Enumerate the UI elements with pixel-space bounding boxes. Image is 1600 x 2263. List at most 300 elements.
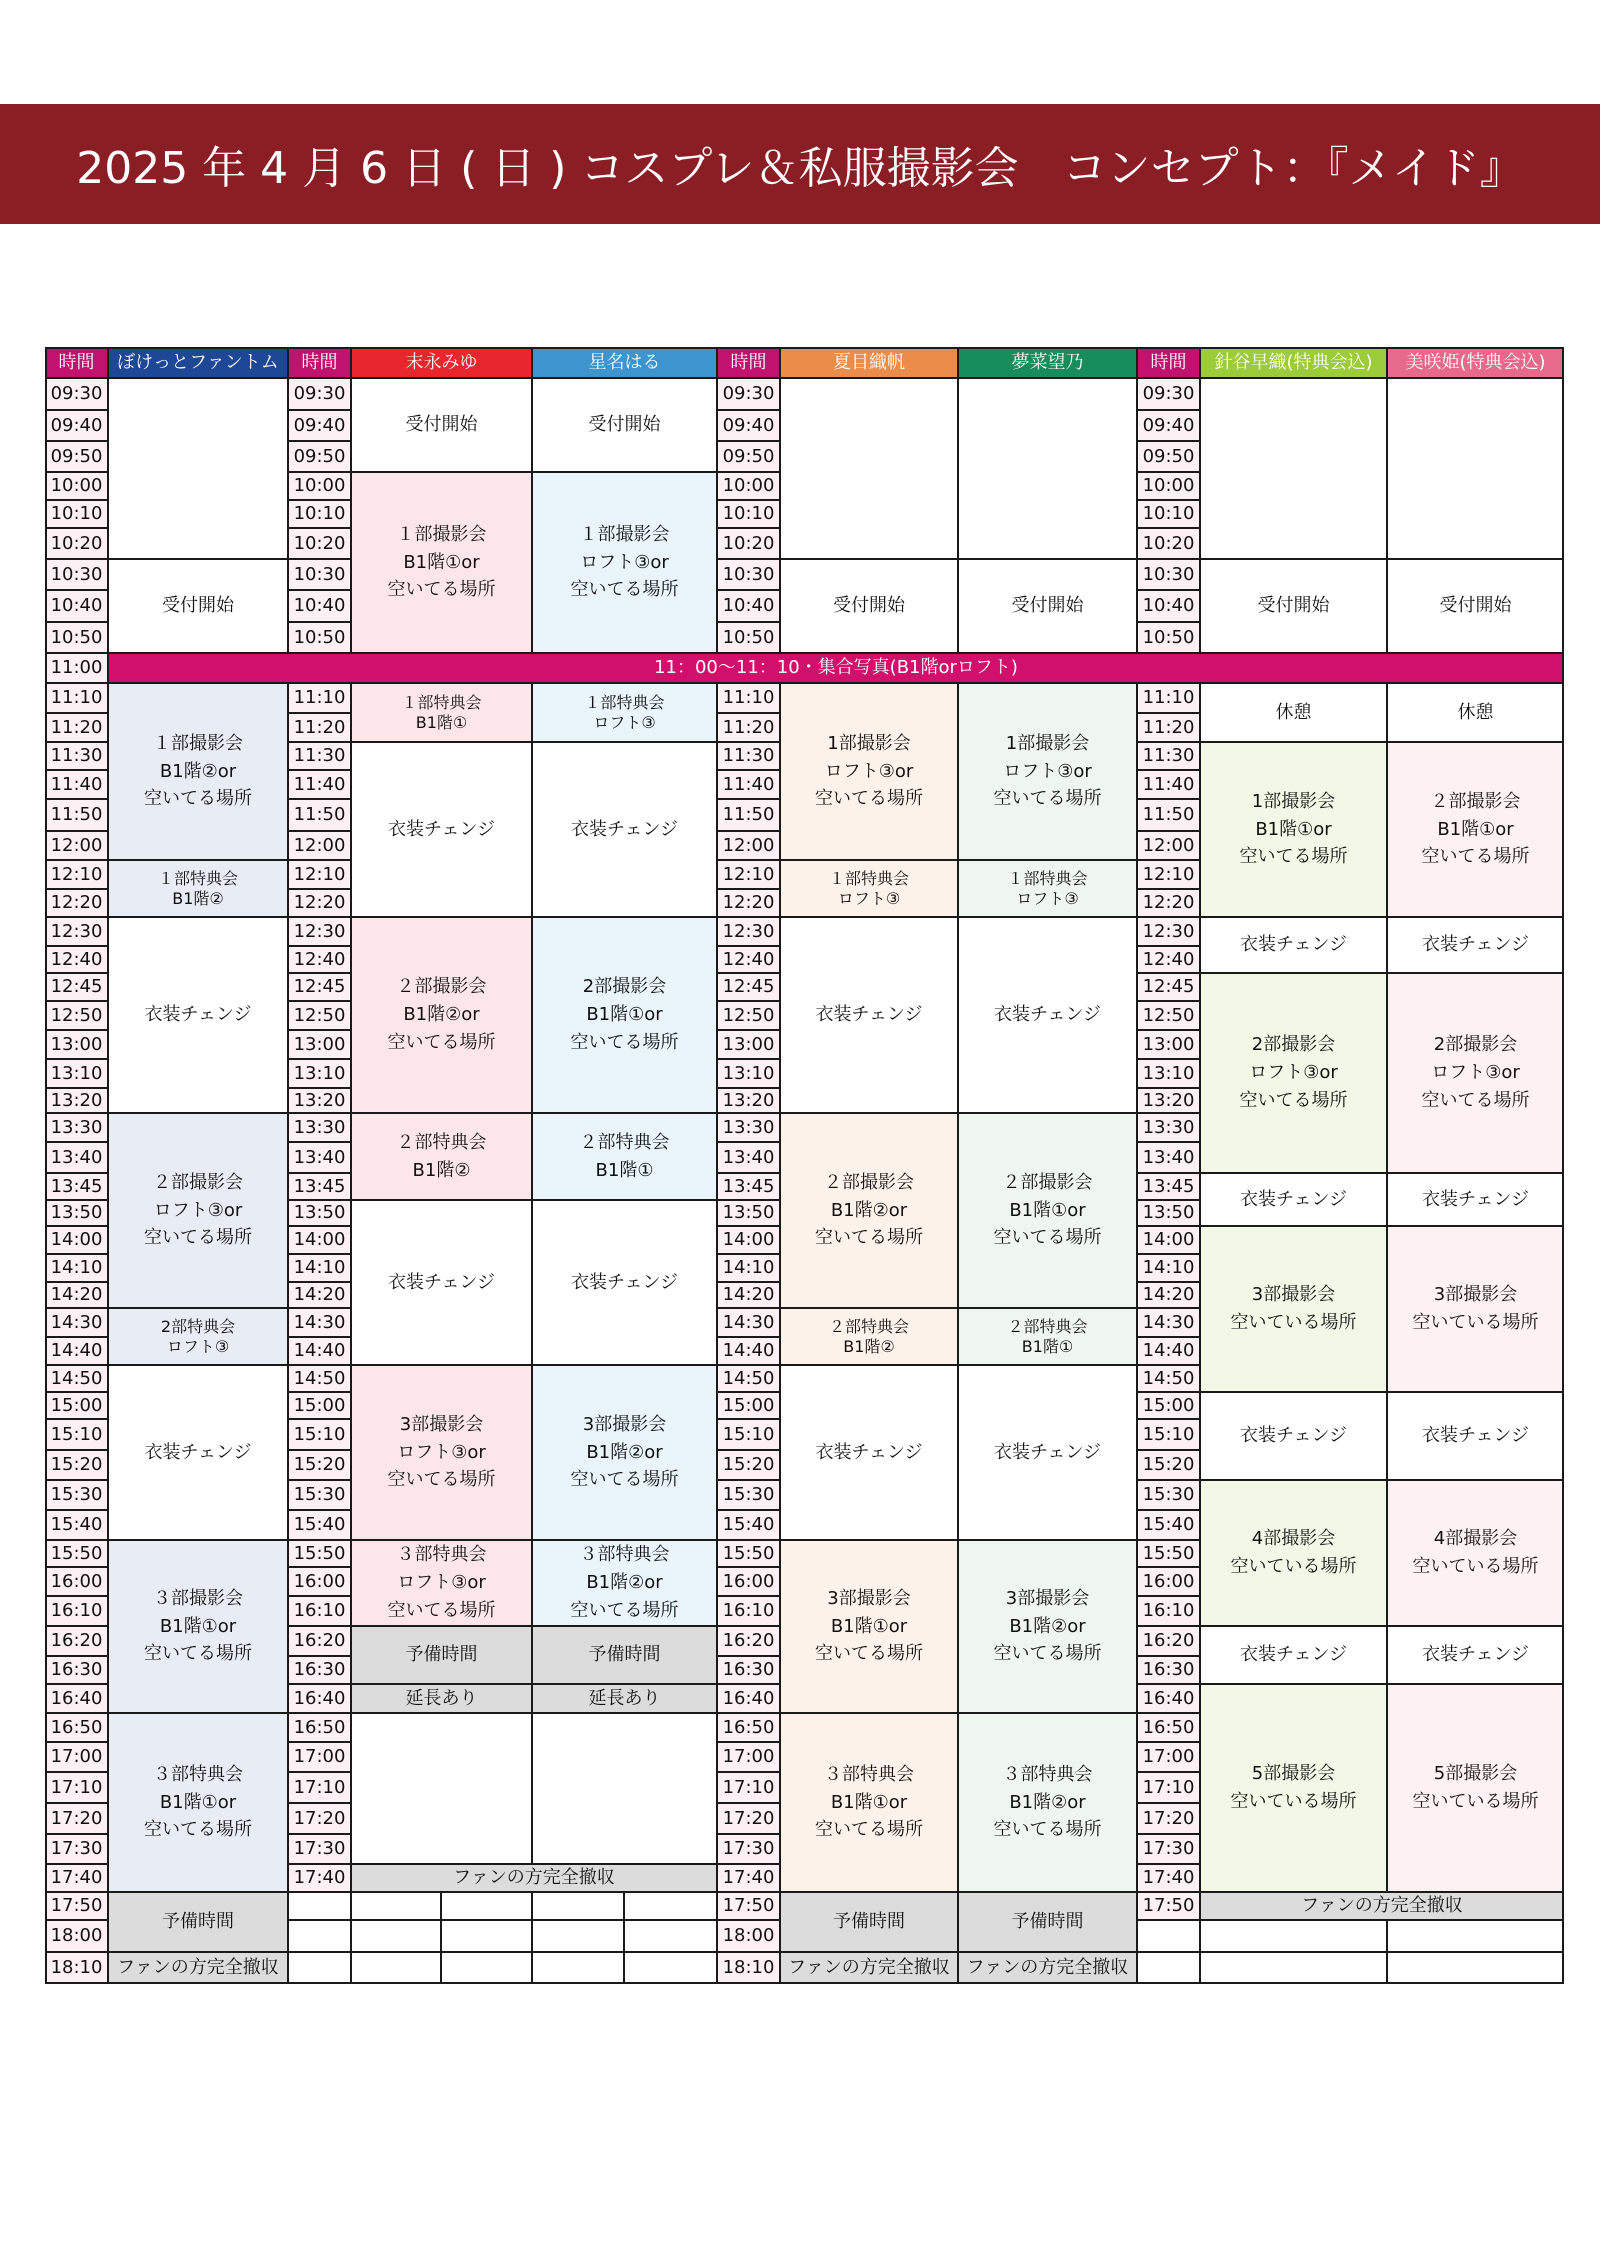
time-slot: 17:20 bbox=[45, 1803, 108, 1834]
time-slot: 13:45 bbox=[288, 1173, 351, 1200]
time-slot: 15:00 bbox=[45, 1392, 108, 1419]
time-slot: 10:40 bbox=[717, 590, 780, 622]
time-slot: 13:00 bbox=[288, 1030, 351, 1059]
time-slot: 11:50 bbox=[288, 799, 351, 831]
schedule-block: 衣装チェンジ bbox=[1200, 1173, 1387, 1226]
time-slot: 11:30 bbox=[288, 742, 351, 770]
time-slot: 14:10 bbox=[288, 1254, 351, 1282]
schedule-block: 衣装チェンジ bbox=[108, 917, 288, 1113]
talent-header: ぼけっとファントム bbox=[108, 347, 288, 378]
time-slot: 13:20 bbox=[288, 1088, 351, 1113]
schedule-block: 衣装チェンジ bbox=[958, 1365, 1137, 1540]
time-slot bbox=[288, 1920, 351, 1952]
time-slot: 14:50 bbox=[288, 1365, 351, 1392]
time-slot: 18:10 bbox=[717, 1952, 780, 1983]
time-slot: 15:50 bbox=[288, 1540, 351, 1567]
time-slot: 14:40 bbox=[717, 1337, 780, 1365]
time-slot: 14:00 bbox=[1137, 1226, 1200, 1254]
time-slot: 15:40 bbox=[717, 1510, 780, 1540]
time-slot: 16:00 bbox=[717, 1567, 780, 1596]
time-slot: 16:20 bbox=[45, 1626, 108, 1656]
time-slot: 18:00 bbox=[717, 1920, 780, 1952]
time-slot: 15:50 bbox=[45, 1540, 108, 1567]
time-slot: 11:30 bbox=[717, 742, 780, 770]
time-slot: 12:45 bbox=[1137, 973, 1200, 1001]
time-slot: 10:00 bbox=[45, 472, 108, 500]
time-slot: 10:10 bbox=[45, 500, 108, 528]
time-slot: 16:30 bbox=[1137, 1656, 1200, 1684]
time-slot: 17:50 bbox=[45, 1892, 108, 1920]
time-slot: 13:10 bbox=[288, 1059, 351, 1088]
schedule-block: 衣装チェンジ bbox=[1200, 917, 1387, 973]
time-slot: 12:20 bbox=[288, 889, 351, 917]
time-slot: 10:30 bbox=[288, 559, 351, 590]
time-slot: 15:10 bbox=[45, 1419, 108, 1450]
empty-grid-cell bbox=[441, 1920, 532, 1952]
empty-block bbox=[780, 378, 958, 559]
time-slot: 17:10 bbox=[1137, 1772, 1200, 1803]
time-slot: 11:20 bbox=[288, 713, 351, 742]
time-slot: 13:20 bbox=[45, 1088, 108, 1113]
schedule-block: 4部撮影会 空いている場所 bbox=[1200, 1480, 1387, 1626]
empty-grid-cell bbox=[624, 1952, 717, 1983]
schedule-block: 3部撮影会 ロフト③or 空いてる場所 bbox=[351, 1365, 532, 1540]
time-slot: 13:00 bbox=[45, 1030, 108, 1059]
schedule-block: 衣装チェンジ bbox=[1387, 1626, 1564, 1684]
time-slot: 13:50 bbox=[288, 1200, 351, 1226]
schedule-block: 休憩 bbox=[1387, 683, 1564, 742]
schedule-block: 受付開始 bbox=[532, 378, 717, 472]
time-slot: 09:30 bbox=[288, 378, 351, 410]
time-column-header: 時間 bbox=[1137, 347, 1200, 378]
time-slot: 17:10 bbox=[717, 1772, 780, 1803]
time-slot: 11:00 bbox=[45, 653, 108, 683]
schedule-block: 4部撮影会 空いている場所 bbox=[1387, 1480, 1564, 1626]
time-slot: 14:20 bbox=[45, 1282, 108, 1308]
time-slot: 18:00 bbox=[45, 1920, 108, 1952]
time-slot: 12:30 bbox=[1137, 917, 1200, 946]
time-slot: 09:50 bbox=[1137, 441, 1200, 472]
time-slot: 17:20 bbox=[717, 1803, 780, 1834]
schedule-block: 衣装チェンジ bbox=[1200, 1392, 1387, 1480]
time-slot: 17:20 bbox=[1137, 1803, 1200, 1834]
time-slot: 15:00 bbox=[1137, 1392, 1200, 1419]
time-slot: 14:20 bbox=[1137, 1282, 1200, 1308]
schedule-block: 1部撮影会 ロフト③or 空いてる場所 bbox=[958, 683, 1137, 860]
schedule-block: 衣装チェンジ bbox=[532, 742, 717, 917]
group-photo-band: 11：00〜11：10・集合写真(B1階orロフト) bbox=[108, 653, 1564, 683]
time-slot: 10:00 bbox=[288, 472, 351, 500]
time-slot: 13:10 bbox=[1137, 1059, 1200, 1088]
time-slot: 14:10 bbox=[45, 1254, 108, 1282]
empty-grid-cell bbox=[532, 1920, 624, 1952]
time-slot: 09:40 bbox=[1137, 410, 1200, 441]
time-slot: 16:40 bbox=[288, 1684, 351, 1713]
time-slot: 15:20 bbox=[288, 1450, 351, 1480]
time-slot: 17:30 bbox=[45, 1834, 108, 1864]
time-slot: 13:00 bbox=[1137, 1030, 1200, 1059]
schedule-block: 衣装チェンジ bbox=[1387, 1173, 1564, 1226]
schedule-block: 衣装チェンジ bbox=[958, 917, 1137, 1113]
talent-header: 夏目織帆 bbox=[780, 347, 958, 378]
time-slot: 17:40 bbox=[45, 1864, 108, 1892]
time-slot: 14:50 bbox=[45, 1365, 108, 1392]
time-slot bbox=[1137, 1920, 1200, 1952]
time-slot: 14:30 bbox=[717, 1308, 780, 1337]
time-slot: 10:00 bbox=[1137, 472, 1200, 500]
schedule-block: １部特典会 ロフト③ bbox=[780, 860, 958, 917]
time-slot: 10:20 bbox=[288, 528, 351, 559]
time-slot: 17:30 bbox=[288, 1834, 351, 1864]
time-slot: 13:30 bbox=[45, 1113, 108, 1142]
time-slot: 10:30 bbox=[45, 559, 108, 590]
time-slot: 13:40 bbox=[1137, 1142, 1200, 1173]
time-slot: 11:40 bbox=[717, 770, 780, 799]
schedule-block: 2部撮影会 ロフト③or 空いてる場所 bbox=[1200, 973, 1387, 1173]
time-slot: 17:10 bbox=[288, 1772, 351, 1803]
time-slot: 16:00 bbox=[45, 1567, 108, 1596]
schedule-block: ３部特典会 B1階②or 空いてる場所 bbox=[532, 1540, 717, 1626]
schedule-block: 1部撮影会 B1階①or 空いてる場所 bbox=[1200, 742, 1387, 917]
schedule-block: ２部特典会 B1階② bbox=[351, 1113, 532, 1200]
schedule-block: ３部撮影会 B1階①or 空いてる場所 bbox=[108, 1540, 288, 1713]
time-slot: 14:20 bbox=[717, 1282, 780, 1308]
time-slot: 17:50 bbox=[717, 1892, 780, 1920]
empty-block bbox=[351, 1713, 532, 1864]
empty-block bbox=[1387, 378, 1564, 559]
time-slot: 17:40 bbox=[1137, 1864, 1200, 1892]
time-slot: 12:30 bbox=[288, 917, 351, 946]
time-slot: 11:20 bbox=[1137, 713, 1200, 742]
time-slot: 10:20 bbox=[45, 528, 108, 559]
time-slot: 15:10 bbox=[288, 1419, 351, 1450]
time-slot: 16:30 bbox=[717, 1656, 780, 1684]
empty-grid-cell bbox=[1387, 1920, 1564, 1952]
time-slot: 14:10 bbox=[1137, 1254, 1200, 1282]
time-slot: 12:20 bbox=[1137, 889, 1200, 917]
time-slot: 17:00 bbox=[1137, 1742, 1200, 1772]
time-slot: 09:30 bbox=[1137, 378, 1200, 410]
schedule-block: １部特典会 ロフト③ bbox=[958, 860, 1137, 917]
time-slot: 15:40 bbox=[45, 1510, 108, 1540]
time-slot bbox=[288, 1952, 351, 1983]
time-slot: 15:20 bbox=[717, 1450, 780, 1480]
page-title: 2025 年 4 月 6 日 ( 日 ) コスプレ＆私服撮影会 コンセプト：『メイド』 bbox=[76, 143, 1524, 194]
time-slot: 10:50 bbox=[45, 622, 108, 653]
time-slot: 12:50 bbox=[1137, 1001, 1200, 1030]
schedule-block: １部特典会 ロフト③ bbox=[532, 683, 717, 742]
schedule-block: 3部撮影会 B1階①or 空いてる場所 bbox=[780, 1540, 958, 1713]
time-slot: 16:10 bbox=[288, 1596, 351, 1626]
time-slot: 15:40 bbox=[1137, 1510, 1200, 1540]
empty-block bbox=[108, 378, 288, 559]
schedule-block: １部特典会 B1階① bbox=[351, 683, 532, 742]
schedule-block: 衣装チェンジ bbox=[532, 1200, 717, 1365]
schedule-block: １部撮影会 ロフト③or 空いてる場所 bbox=[532, 472, 717, 653]
time-slot: 14:50 bbox=[717, 1365, 780, 1392]
time-slot: 13:20 bbox=[1137, 1088, 1200, 1113]
empty-block bbox=[1200, 378, 1387, 559]
time-slot: 16:20 bbox=[1137, 1626, 1200, 1656]
time-slot: 15:20 bbox=[45, 1450, 108, 1480]
schedule-block: 5部撮影会 空いている場所 bbox=[1200, 1684, 1387, 1892]
time-slot: 12:00 bbox=[1137, 831, 1200, 860]
schedule-block: 受付開始 bbox=[108, 559, 288, 653]
time-slot: 13:40 bbox=[717, 1142, 780, 1173]
time-slot: 17:00 bbox=[288, 1742, 351, 1772]
schedule-block: ２部特典会 B1階① bbox=[958, 1308, 1137, 1365]
schedule-block: ３部特典会 B1階②or 空いてる場所 bbox=[958, 1713, 1137, 1892]
time-slot: 14:30 bbox=[1137, 1308, 1200, 1337]
schedule-block: 5部撮影会 空いている場所 bbox=[1387, 1684, 1564, 1892]
time-slot: 12:50 bbox=[45, 1001, 108, 1030]
time-slot: 12:00 bbox=[45, 831, 108, 860]
time-slot: 14:20 bbox=[288, 1282, 351, 1308]
time-slot: 10:20 bbox=[717, 528, 780, 559]
schedule-block: 2部撮影会 B1階①or 空いてる場所 bbox=[532, 917, 717, 1113]
time-slot: 11:40 bbox=[1137, 770, 1200, 799]
schedule-block: ２部撮影会 B1階①or 空いてる場所 bbox=[958, 1113, 1137, 1308]
time-slot: 16:30 bbox=[288, 1656, 351, 1684]
time-slot: 10:30 bbox=[1137, 559, 1200, 590]
time-slot: 10:50 bbox=[288, 622, 351, 653]
schedule-block: ２部特典会 B1階① bbox=[532, 1113, 717, 1200]
schedule-block: 1部撮影会 ロフト③or 空いてる場所 bbox=[780, 683, 958, 860]
time-slot: 14:00 bbox=[288, 1226, 351, 1254]
withdrawal-block: ファンの方完全撤収 bbox=[351, 1864, 717, 1892]
schedule-block: ２部撮影会 B1階①or 空いてる場所 bbox=[1387, 742, 1564, 917]
time-slot: 14:00 bbox=[45, 1226, 108, 1254]
schedule-block: 2部撮影会 ロフト③or 空いてる場所 bbox=[1387, 973, 1564, 1173]
time-slot: 15:10 bbox=[717, 1419, 780, 1450]
time-slot: 11:10 bbox=[288, 683, 351, 713]
time-slot: 16:10 bbox=[45, 1596, 108, 1626]
talent-header: 末永みゆ bbox=[351, 347, 532, 378]
time-slot: 13:00 bbox=[717, 1030, 780, 1059]
time-slot: 17:00 bbox=[717, 1742, 780, 1772]
empty-grid-cell bbox=[351, 1920, 441, 1952]
empty-grid-cell bbox=[1200, 1952, 1387, 1983]
time-slot: 12:30 bbox=[717, 917, 780, 946]
schedule-block: 衣装チェンジ bbox=[351, 742, 532, 917]
time-slot: 17:10 bbox=[45, 1772, 108, 1803]
talent-header: 夢菜望乃 bbox=[958, 347, 1137, 378]
schedule-block: ３部特典会 B1階①or 空いてる場所 bbox=[780, 1713, 958, 1892]
time-slot: 10:30 bbox=[717, 559, 780, 590]
time-slot: 16:00 bbox=[288, 1567, 351, 1596]
time-slot: 14:40 bbox=[45, 1337, 108, 1365]
time-slot: 12:10 bbox=[288, 860, 351, 889]
empty-grid-cell bbox=[1387, 1952, 1564, 1983]
schedule-block: 衣装チェンジ bbox=[780, 917, 958, 1113]
time-slot: 17:20 bbox=[288, 1803, 351, 1834]
time-slot: 11:10 bbox=[717, 683, 780, 713]
time-column-header: 時間 bbox=[288, 347, 351, 378]
schedule-block: 衣装チェンジ bbox=[1387, 917, 1564, 973]
time-slot: 11:30 bbox=[1137, 742, 1200, 770]
time-slot: 13:45 bbox=[1137, 1173, 1200, 1200]
talent-header: 美咲姫(特典会込) bbox=[1387, 347, 1564, 378]
schedule-block: 3部撮影会 空いている場所 bbox=[1387, 1226, 1564, 1392]
empty-block bbox=[958, 378, 1137, 559]
time-slot: 16:50 bbox=[45, 1713, 108, 1742]
schedule-block: 衣装チェンジ bbox=[1200, 1626, 1387, 1684]
time-slot: 11:50 bbox=[1137, 799, 1200, 831]
time-slot: 18:10 bbox=[45, 1952, 108, 1983]
time-slot: 11:20 bbox=[717, 713, 780, 742]
time-slot: 17:50 bbox=[1137, 1892, 1200, 1920]
time-slot: 11:10 bbox=[45, 683, 108, 713]
time-slot: 09:40 bbox=[717, 410, 780, 441]
empty-grid-cell bbox=[441, 1952, 532, 1983]
schedule-block: ２部撮影会 B1階②or 空いてる場所 bbox=[780, 1113, 958, 1308]
time-slot: 15:30 bbox=[288, 1480, 351, 1510]
time-slot bbox=[1137, 1952, 1200, 1983]
empty-grid-cell bbox=[1200, 1920, 1387, 1952]
schedule-block: 3部撮影会 空いている場所 bbox=[1200, 1226, 1387, 1392]
schedule-block: ２部撮影会 B1階②or 空いてる場所 bbox=[351, 917, 532, 1113]
time-slot: 15:40 bbox=[288, 1510, 351, 1540]
time-slot: 10:50 bbox=[717, 622, 780, 653]
time-slot: 09:40 bbox=[288, 410, 351, 441]
time-slot: 13:30 bbox=[1137, 1113, 1200, 1142]
time-slot: 13:40 bbox=[45, 1142, 108, 1173]
time-slot: 10:10 bbox=[717, 500, 780, 528]
time-slot: 14:10 bbox=[717, 1254, 780, 1282]
time-slot: 17:30 bbox=[717, 1834, 780, 1864]
time-slot: 15:00 bbox=[717, 1392, 780, 1419]
time-slot: 11:20 bbox=[45, 713, 108, 742]
schedule-block: １部特典会 B1階② bbox=[108, 860, 288, 917]
time-slot: 09:50 bbox=[45, 441, 108, 472]
schedule-block: １部撮影会 B1階①or 空いてる場所 bbox=[351, 472, 532, 653]
schedule-block: ファンの方完全撤収 bbox=[958, 1952, 1137, 1983]
empty-grid-cell bbox=[624, 1920, 717, 1952]
schedule-block: 休憩 bbox=[1200, 683, 1387, 742]
time-slot: 10:50 bbox=[1137, 622, 1200, 653]
schedule-block: 予備時間 bbox=[351, 1626, 532, 1684]
withdrawal-block: ファンの方完全撤収 bbox=[1200, 1892, 1564, 1920]
schedule-block: 延長あり bbox=[532, 1684, 717, 1713]
schedule-block: 衣装チェンジ bbox=[1387, 1392, 1564, 1480]
time-column-header: 時間 bbox=[45, 347, 108, 378]
time-slot: 16:30 bbox=[45, 1656, 108, 1684]
time-slot: 14:40 bbox=[288, 1337, 351, 1365]
time-slot: 12:30 bbox=[45, 917, 108, 946]
time-slot: 17:40 bbox=[288, 1864, 351, 1892]
time-slot: 13:40 bbox=[288, 1142, 351, 1173]
time-slot: 12:45 bbox=[288, 973, 351, 1001]
time-slot: 15:30 bbox=[1137, 1480, 1200, 1510]
time-slot: 16:40 bbox=[717, 1684, 780, 1713]
time-slot: 12:40 bbox=[45, 946, 108, 973]
time-slot: 14:50 bbox=[1137, 1365, 1200, 1392]
time-slot: 12:00 bbox=[288, 831, 351, 860]
time-slot: 11:10 bbox=[1137, 683, 1200, 713]
time-slot: 12:00 bbox=[717, 831, 780, 860]
time-slot: 13:50 bbox=[717, 1200, 780, 1226]
schedule-block: ３部特典会 ロフト③or 空いてる場所 bbox=[351, 1540, 532, 1626]
schedule-block: 受付開始 bbox=[958, 559, 1137, 653]
time-slot: 16:50 bbox=[288, 1713, 351, 1742]
schedule-block: １部撮影会 B1階②or 空いてる場所 bbox=[108, 683, 288, 860]
time-slot: 12:40 bbox=[717, 946, 780, 973]
empty-block bbox=[532, 1713, 717, 1864]
empty-grid-cell bbox=[351, 1892, 441, 1920]
time-slot: 15:30 bbox=[717, 1480, 780, 1510]
time-slot: 12:45 bbox=[45, 973, 108, 1001]
time-slot: 13:45 bbox=[45, 1173, 108, 1200]
time-slot: 12:40 bbox=[288, 946, 351, 973]
empty-grid-cell bbox=[532, 1892, 624, 1920]
time-slot: 12:40 bbox=[1137, 946, 1200, 973]
time-slot: 17:40 bbox=[717, 1864, 780, 1892]
empty-grid-cell bbox=[624, 1892, 717, 1920]
time-slot: 09:50 bbox=[288, 441, 351, 472]
time-slot: 13:50 bbox=[45, 1200, 108, 1226]
schedule-block: 予備時間 bbox=[108, 1892, 288, 1952]
schedule-block: 3部撮影会 B1階②or 空いてる場所 bbox=[958, 1540, 1137, 1713]
time-slot: 10:40 bbox=[288, 590, 351, 622]
time-slot: 14:30 bbox=[45, 1308, 108, 1337]
time-slot: 13:10 bbox=[45, 1059, 108, 1088]
time-slot: 11:40 bbox=[45, 770, 108, 799]
time-slot: 11:50 bbox=[45, 799, 108, 831]
time-slot: 14:30 bbox=[288, 1308, 351, 1337]
schedule-block: 受付開始 bbox=[351, 378, 532, 472]
time-slot: 12:45 bbox=[717, 973, 780, 1001]
schedule-block: 衣装チェンジ bbox=[780, 1365, 958, 1540]
schedule-block: 延長あり bbox=[351, 1684, 532, 1713]
time-slot: 09:30 bbox=[45, 378, 108, 410]
time-slot: 17:30 bbox=[1137, 1834, 1200, 1864]
time-slot: 09:40 bbox=[45, 410, 108, 441]
time-slot: 16:40 bbox=[1137, 1684, 1200, 1713]
schedule-block: 予備時間 bbox=[958, 1892, 1137, 1952]
schedule-block: 予備時間 bbox=[780, 1892, 958, 1952]
schedule-block: ２部撮影会 ロフト③or 空いてる場所 bbox=[108, 1113, 288, 1308]
time-column-header: 時間 bbox=[717, 347, 780, 378]
schedule-block: ２部特典会 B1階② bbox=[780, 1308, 958, 1365]
schedule-block: ファンの方完全撤収 bbox=[108, 1952, 288, 1983]
time-slot: 16:00 bbox=[1137, 1567, 1200, 1596]
time-slot: 17:00 bbox=[45, 1742, 108, 1772]
time-slot: 09:30 bbox=[717, 378, 780, 410]
time-slot: 15:30 bbox=[45, 1480, 108, 1510]
time-slot: 10:10 bbox=[288, 500, 351, 528]
time-slot: 11:50 bbox=[717, 799, 780, 831]
schedule-block: ３部特典会 B1階①or 空いてる場所 bbox=[108, 1713, 288, 1892]
time-slot: 16:20 bbox=[717, 1626, 780, 1656]
time-slot: 12:10 bbox=[1137, 860, 1200, 889]
time-slot: 16:20 bbox=[288, 1626, 351, 1656]
schedule-block: 3部撮影会 B1階②or 空いてる場所 bbox=[532, 1365, 717, 1540]
time-slot: 13:50 bbox=[1137, 1200, 1200, 1226]
time-slot: 10:10 bbox=[1137, 500, 1200, 528]
time-slot: 12:20 bbox=[717, 889, 780, 917]
time-slot: 09:50 bbox=[717, 441, 780, 472]
schedule-block: 予備時間 bbox=[532, 1626, 717, 1684]
time-slot: 13:30 bbox=[717, 1113, 780, 1142]
time-slot: 10:40 bbox=[1137, 590, 1200, 622]
time-slot: 13:20 bbox=[717, 1088, 780, 1113]
time-slot: 15:50 bbox=[1137, 1540, 1200, 1567]
time-slot: 14:00 bbox=[717, 1226, 780, 1254]
time-slot: 16:50 bbox=[1137, 1713, 1200, 1742]
time-slot: 16:10 bbox=[1137, 1596, 1200, 1626]
time-slot: 15:10 bbox=[1137, 1419, 1200, 1450]
time-slot: 15:00 bbox=[288, 1392, 351, 1419]
